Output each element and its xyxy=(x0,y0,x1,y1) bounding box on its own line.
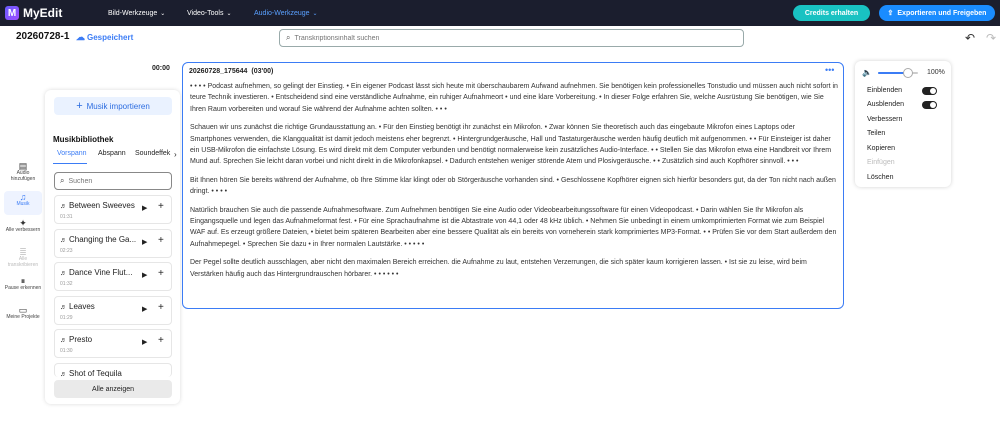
music-search[interactable] xyxy=(54,172,172,190)
transcript-panel[interactable] xyxy=(182,62,844,309)
volume-control xyxy=(862,68,946,78)
chevron-down-icon: ⌄ xyxy=(226,10,232,17)
chevron-down-icon: ⌄ xyxy=(312,10,318,17)
leftnav-detect-pause[interactable] xyxy=(4,278,42,302)
chevron-right-icon[interactable]: › xyxy=(174,150,177,159)
volume-percent: 100% xyxy=(927,69,945,76)
toggle-knob xyxy=(930,102,936,108)
clip-name: 20260728_175644 xyxy=(189,68,248,75)
nav-label: Audio-Werkzeuge xyxy=(254,9,310,17)
play-icon[interactable]: ▶ xyxy=(142,272,148,279)
menu-copy[interactable]: Kopieren xyxy=(867,145,896,152)
track-duration: 01:32 xyxy=(60,281,73,287)
volume-handle[interactable] xyxy=(903,68,913,78)
file-add-icon: ▤ xyxy=(18,161,28,171)
track-item[interactable] xyxy=(54,262,172,291)
track-duration: 02:23 xyxy=(60,248,73,254)
speaker-icon[interactable]: 🔈 xyxy=(862,68,872,77)
top-bar xyxy=(0,0,1000,26)
track-item[interactable] xyxy=(54,363,172,377)
track-name xyxy=(60,268,136,277)
clip-header xyxy=(189,68,273,75)
redo-icon[interactable]: ↷ xyxy=(986,31,997,45)
transcript-search[interactable] xyxy=(279,29,744,47)
menu-fade-out[interactable]: Ausblenden xyxy=(867,101,904,108)
menu-enhance[interactable]: Verbessern xyxy=(867,116,903,123)
saved-status xyxy=(76,32,133,43)
logo-text: MyEdit xyxy=(23,6,63,20)
transcript-paragraph[interactable]: Natürlich brauchen Sie auch die passende Aufnahmesoftware. Zum Aufnehmen benötigen Sie eine Audio oder Videobearbeitungssoftware für einen Videopodcast. • Darin wählen Sie Ihr Mikrofon als Eingangsquelle und legen das Aufnahmeformat fest. • Für eine Sprachaufnahme ist die Abtastrate von 44,1 oder 48 kHz üblich. • Nehmen Sie unbedingt in einem umkomprimierten Format wie zum Beispiel WAF auf. Es erzeugt größere Dateien, • bietet beim späteren Bearbeiten aber eine bessere Qualität als ein bereits von vorneherein stark komprimiertes MP3-Format. • • Prüfen Sie vor dem Start außerdem den Aufnahmepegel. • Sprechen Sie dazu • in Ihrer normalen Lautstärke. • • • • • xyxy=(190,206,837,248)
track-item[interactable] xyxy=(54,229,172,258)
leftnav-label: Musik xyxy=(16,201,30,207)
search-icon: ⌕ xyxy=(60,176,65,185)
add-icon[interactable]: + xyxy=(158,201,164,212)
music-note-icon: ♬ xyxy=(60,203,67,210)
fade-in-toggle[interactable] xyxy=(922,87,937,95)
plus-icon: + xyxy=(76,100,83,112)
playhead-time: 00:00 xyxy=(152,65,170,72)
transcript-paragraph[interactable]: Bit Ihnen hören Sie bereits während der Aufnahme, ob Ihre Stimme klar klingt oder ob Störgeräusche vorhanden sind. • Geschlossene Kopfhörer eignen sich hierfür besonders gut, da der Ton nicht nach außen dringt. • • • • xyxy=(190,176,836,196)
track-title: Shot of Tequila xyxy=(69,369,122,377)
project-title[interactable]: 20260728-1 xyxy=(16,31,70,42)
saved-label: Gespeichert xyxy=(87,33,134,42)
music-note-icon: ♬ xyxy=(60,371,67,377)
track-title: Dance Vine Flut... xyxy=(69,268,133,277)
track-title: Changing the Ga... xyxy=(69,235,136,244)
export-label: Exportieren und Freigeben xyxy=(897,9,987,17)
sparkle-icon: ✦ xyxy=(19,218,27,228)
track-name xyxy=(60,369,136,377)
music-library-title: Musikbibliothek xyxy=(53,135,114,144)
leftnav-label: Pause erkennen xyxy=(4,285,42,291)
track-title: Presto xyxy=(69,335,93,344)
track-item[interactable] xyxy=(54,195,172,224)
track-name xyxy=(60,201,136,210)
play-icon[interactable]: ▶ xyxy=(142,239,148,246)
track-title: Leaves xyxy=(69,302,95,311)
cloud-check-icon: ☁ xyxy=(76,32,85,42)
clip-context-menu xyxy=(855,61,951,187)
more-options-icon[interactable]: ••• xyxy=(825,65,835,75)
leftnav-add-audio[interactable] xyxy=(4,163,42,187)
add-icon[interactable]: + xyxy=(158,235,164,246)
track-duration: 01:30 xyxy=(60,348,73,354)
tab-intro[interactable]: Vorspann xyxy=(57,150,87,157)
undo-icon[interactable]: ↶ xyxy=(965,31,976,45)
music-panel xyxy=(45,90,180,404)
transcript-paragraph[interactable]: Schauen wir uns zunächst die richtige Grundausstattung an. • Für den Einstieg benötigt ihr zunächst ein Mikrofon. • Zwar können Sie theoretisch auch das eingebaute Mikrofon eines Laptops oder Smartphones verwenden, die Klangqualität ist damit jedoch meistens eher begrenzt. • Hintergrundgeräusche, Hall und Tastaturgeräusche werden häufig deutlich mit aufgenommen. • • Für Einsteiger ist daher ein USB-Mikrofon die einfachste Lösung. Es wird direkt mit dem Computer verbunden und benötigt normalerweise kein zusätzliches Audio-Interface. • • Stellen Sie das Mikrofon etwa eine Handbreit vor Ihrem Mund auf. Sprechen Sie leicht daran vorbei und nicht direkt in die Mikrofonkapsel. • Dadurch entstehen weniger störende Atem und Plosivgeräusche. • • Zusätzlich sind auch Kopfhörer sinnvoll. • • • xyxy=(190,124,832,166)
music-note-icon: ♬ xyxy=(60,304,67,311)
menu-delete[interactable]: Löschen xyxy=(867,174,894,181)
leftnav-my-projects[interactable] xyxy=(4,307,42,331)
add-icon[interactable]: + xyxy=(158,268,164,279)
folder-icon: ▭ xyxy=(18,305,28,315)
nav-label: Video-Tools xyxy=(187,9,224,17)
fade-out-toggle[interactable] xyxy=(922,101,937,109)
tab-outro[interactable]: Abspann xyxy=(98,150,126,157)
music-tabs xyxy=(53,150,180,162)
play-icon[interactable]: ▶ xyxy=(142,205,148,212)
get-credits-button[interactable]: Credits erhalten xyxy=(793,5,870,21)
leftnav-label: Audio hinzufügen xyxy=(10,170,36,182)
track-item[interactable] xyxy=(54,329,172,358)
active-tab-indicator xyxy=(53,163,87,164)
leftnav-enhance-all[interactable] xyxy=(4,220,42,244)
track-name xyxy=(60,235,136,244)
clip-duration: (03'00) xyxy=(251,68,274,75)
menu-fade-in[interactable]: Einblenden xyxy=(867,87,903,94)
import-music-button[interactable] xyxy=(54,97,172,115)
track-duration: 01:31 xyxy=(60,214,73,220)
leftnav-label: Alle verbessern xyxy=(5,227,41,233)
show-all-button[interactable]: Alle anzeigen xyxy=(54,380,172,398)
export-share-button[interactable] xyxy=(879,5,995,21)
export-icon: ⇪ xyxy=(887,10,894,17)
music-icon: ♫ xyxy=(19,192,27,202)
track-duration: 01:29 xyxy=(60,315,73,321)
add-icon[interactable]: + xyxy=(158,335,164,346)
transcript-search-input[interactable] xyxy=(294,35,694,42)
leftnav-transcribe-all xyxy=(4,249,42,273)
music-note-icon: ♬ xyxy=(60,270,67,277)
search-icon: ⌕ xyxy=(286,33,291,42)
logo-icon: M xyxy=(5,6,19,20)
leftnav-label: Meine Projekte xyxy=(6,314,40,320)
track-item[interactable] xyxy=(54,296,172,325)
add-icon[interactable]: + xyxy=(158,302,164,313)
pause-detect-icon: ⏸ xyxy=(20,276,26,286)
music-note-icon: ♬ xyxy=(60,237,67,244)
volume-slider[interactable] xyxy=(878,72,918,74)
transcribe-icon: ≣ xyxy=(19,247,27,257)
music-note-icon: ♬ xyxy=(60,337,67,344)
chevron-down-icon: ⌄ xyxy=(160,10,166,17)
nav-label: Bild-Werkzeuge xyxy=(108,9,158,17)
track-title: Between Sweeves xyxy=(69,201,135,210)
transcript-paragraph[interactable]: Der Pegel sollte deutlich ausschlagen, aber nicht den maximalen Bereich erreichen. die Aufnahme zu laut, entstehen Verzerrungen, die sich später kaum korrigieren lassen. • Ist sie zu leise, wird beim Verstärken häufig auch das Hintergrundrauschen hörbarer. • • • • • • xyxy=(190,259,807,278)
menu-paste: Einfügen xyxy=(867,159,895,166)
tab-sound-effects[interactable]: Soundeffek xyxy=(135,150,171,157)
play-icon[interactable]: ▶ xyxy=(142,339,148,346)
music-search-input[interactable] xyxy=(68,178,158,185)
leftnav-label: Alle transkribieren xyxy=(7,256,39,268)
nav-video-tools[interactable] xyxy=(187,0,231,26)
nav-audio-tools[interactable] xyxy=(254,0,318,26)
menu-split[interactable]: Teilen xyxy=(867,130,886,137)
play-icon[interactable]: ▶ xyxy=(142,306,148,313)
import-label: Musik importieren xyxy=(86,101,150,111)
transcript-text[interactable] xyxy=(190,81,838,287)
leftnav-music[interactable] xyxy=(4,191,42,215)
logo[interactable] xyxy=(5,6,62,20)
track-name xyxy=(60,335,136,344)
nav-image-tools[interactable] xyxy=(108,0,165,26)
transcript-paragraph[interactable]: • • • • Podcast aufnehmen, so gelingt der Einstieg. • Ein eigener Podcast lässt sich heute mit überschaubarem Aufwand aufnehmen. Sie benötigen kein professionelles Tonstudio und müssen auch nicht sofort in teure Technik investieren. • Entscheidend sind eine verständliche Aufnahme, ein ruhiger Aufnahmeort • und eine klare Vorbereitung. • In dieser Folge erfahren Sie, welche Ausrüstung Sie benötigen, wie Sie Ihren Raum vorbereiten und worauf Sie während der Aufnahme achten sollten. • • • xyxy=(190,83,838,113)
toggle-knob xyxy=(930,88,936,94)
track-name xyxy=(60,302,136,311)
